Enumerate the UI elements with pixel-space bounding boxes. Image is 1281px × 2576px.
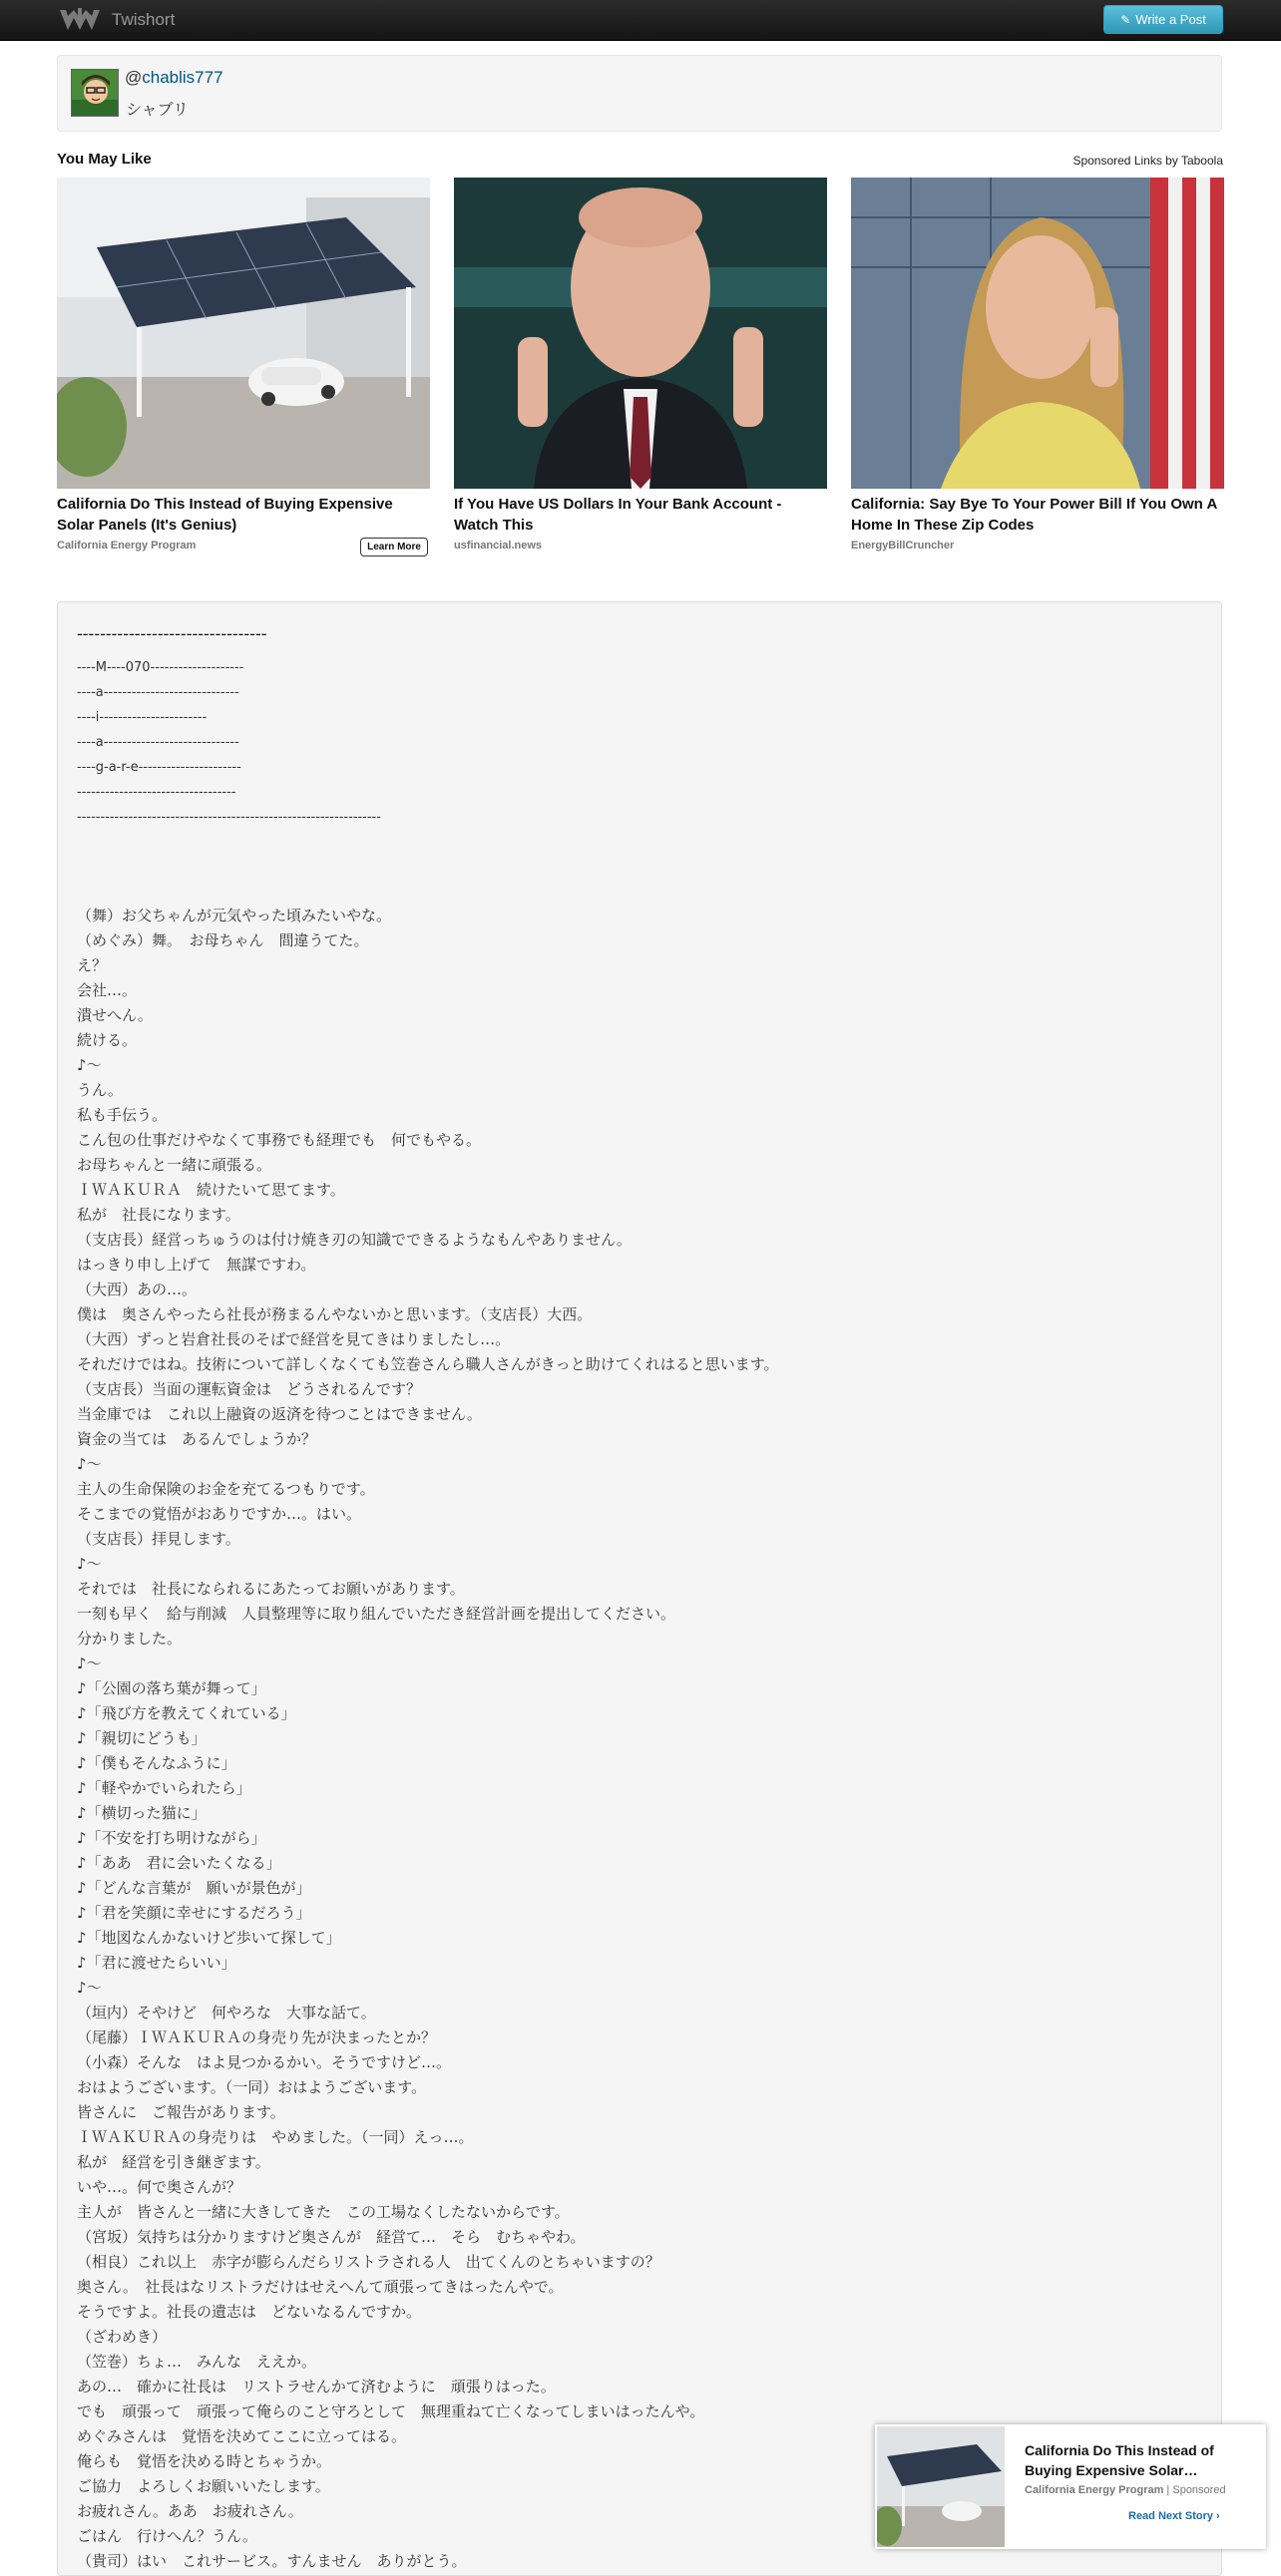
post-line: ＩＷＡＫＵＲＡ 続けたいて思てます。 [77, 1181, 345, 1199]
post-line: え？ [77, 956, 108, 974]
edit-icon: ✎ [1120, 12, 1131, 27]
post-line: ♪～ [77, 1056, 102, 1074]
post-line: ♪「ああ 君に会いたくなる」 [77, 1854, 281, 1872]
post-line: 資金の当ては あるんでしょうか？ [77, 1430, 317, 1448]
post-line: ♪「不安を打ち明けながら」 [77, 1829, 266, 1847]
recommendation-card[interactable] [851, 178, 1224, 552]
post-line: （舞）お父ちゃんが元気やった頃みたいやな。 [77, 907, 392, 924]
post-line: 会社…。 [77, 981, 138, 999]
post-line: 私も手伝う。 [77, 1106, 168, 1124]
recommendation-title[interactable]: If You Have US Dollars In Your Bank Account - Watch This [454, 496, 782, 534]
learn-more-button[interactable]: Learn More [360, 538, 428, 556]
post-line: （支店長）拝見します。 [77, 1530, 240, 1548]
post-line: 潰せへん。 [77, 1006, 153, 1024]
avatar-image [72, 70, 119, 117]
avatar[interactable] [71, 69, 119, 117]
post-line: ♪「僕もそんなふうに」 [77, 1754, 236, 1772]
post-line: （相良）これ以上 赤字が膨らんだらリストラされる人 出てくんのとちゃいますの？ [77, 2253, 660, 2271]
chevron-right-icon: › [1216, 2510, 1220, 2522]
post-line: それだけではね。技術について詳しくなくても笠巻さんら職人さんがきっと助けてくれはると思います。 [77, 1355, 779, 1373]
post-line: 当金庫では これ以上融資の返済を待つことはできません。 [77, 1405, 482, 1423]
post-line: 僕は 奥さんやったら社長が務まるんやないかと思います。（支店長）大西。 [77, 1305, 593, 1323]
recommendation-source: EnergyBillCruncher [851, 540, 955, 552]
author-nickname: シャブリ [126, 100, 190, 119]
post-line: 私が 社長になります。 [77, 1206, 240, 1224]
post-line: （笠巻）ちょ… みんな ええか。 [77, 2353, 317, 2371]
post-line: 分かりました。 [77, 1630, 183, 1648]
post-line: お疲れさん。ああ お疲れさん。 [77, 2502, 303, 2520]
read-next-label: Read Next Story [1128, 2510, 1213, 2522]
post-line: ♪「公園の落ち葉が舞って」 [77, 1679, 266, 1697]
post-line: 主人が 皆さんと一緒に大きしてきた この工場なくしたないからです。 [77, 2203, 570, 2221]
post-line: （貴司）はい これサービス。すんません ありがとう。 [77, 2552, 467, 2570]
post-line: ♪「君を笑顔に幸せにするだろう」 [77, 1904, 311, 1922]
post-line: （宮坂）気持ちは分かりますけど奥さんが 経営て… そら むちゃやわ。 [77, 2228, 586, 2246]
post-line: ごはん 行けへん？うん。 [77, 2527, 257, 2545]
post-line: （支店長）当面の運転資金は どうされるんです？ [77, 1380, 422, 1398]
sticky-ad-sponsored: Sponsored [1172, 2484, 1226, 2496]
post-line: （尾藤）ＩＷＡＫＵＲＡの身売り先が決まったとか？ [77, 2028, 437, 2046]
post-line: そうですよ。社長の遺志は どないなるんですか。 [77, 2303, 422, 2321]
post-body [77, 904, 779, 2574]
post-line: 皆さんに ご報告があります。 [77, 2103, 285, 2121]
post-line: （大西）あの…。 [77, 1281, 198, 1298]
post-line: ♪「横切った猫に」 [77, 1804, 207, 1822]
post-line: こん包の仕事だけやなくて事務でも経理でも 何でもやる。 [77, 1131, 482, 1149]
write-post-button[interactable] [1103, 5, 1223, 34]
sticky-ad-source: California Energy Program | Sponsored [1025, 2484, 1226, 2496]
post-header-lines: ----M----070-------------------- ----a----------------------------- ----i----------------------- ----a----------------------------- ----g-a-r-e---------------------- ---------------------------------- ----------------------------------------------------------------- [77, 660, 381, 825]
brand-link[interactable] [58, 4, 175, 36]
man-speaking-image [454, 178, 827, 489]
post-line: 主人の生命保険のお金を充てるつもりです。 [77, 1480, 375, 1498]
recommendation-title[interactable]: California: Say Bye To Your Power Bill If You Own A Home In These Zip Codes [851, 496, 1217, 534]
post-line: でも 頑張って 頑張って俺らのこと守ろとして 無理重ねて亡くなってしまいはったんや。 [77, 2402, 705, 2420]
post-line: ♪～ [77, 1555, 102, 1573]
post-line: はっきり申し上げて 無謀ですわ。 [77, 1256, 316, 1274]
sticky-ad-title[interactable]: California Do This Instead of Buying Expensive Solar… [1025, 2442, 1214, 2478]
post-line: そこまでの覚悟がおありですか…。はい。 [77, 1505, 362, 1523]
post-line: （ざわめき） [77, 2328, 168, 2346]
post-line: 奥さん。 社長はなリストラだけはせえへんて頑張ってきはったんやで。 [77, 2278, 564, 2296]
post-line: ♪「親切にどうも」 [77, 1729, 207, 1747]
recommendations-title: You May Like [57, 151, 152, 168]
author-handle[interactable]: @chablis777 [125, 68, 223, 87]
carport-solar-thumbnail [877, 2426, 1005, 2547]
brand-name: Twishort [112, 10, 176, 29]
recommendation-source: California Energy Program [57, 540, 197, 552]
write-post-label: Write a Post [1135, 12, 1206, 27]
author-card [57, 55, 1222, 132]
post-line: ♪～ [77, 1455, 102, 1473]
post-line: （垣内）そやけど 何やろな 大事な話て。 [77, 2004, 376, 2022]
carport-solar-image [57, 178, 430, 489]
post-line: ♪「地図なんかないけど歩いて探して」 [77, 1929, 341, 1947]
post-line: ♪～ [77, 1979, 102, 1997]
post-line: ご協力 よろしくお願いいたします。 [77, 2477, 330, 2495]
author-handle-text: chablis777 [142, 68, 223, 87]
post-line: ♪～ [77, 1655, 102, 1672]
top-navbar [0, 0, 1281, 41]
sticky-recommendation[interactable] [875, 2424, 1266, 2549]
recommendation-card[interactable] [57, 178, 430, 552]
post-line: お母ちゃんと一緒に頑張る。 [77, 1156, 272, 1174]
post-line: （めぐみ）舞。 お母ちゃん 間違うてた。 [77, 931, 369, 949]
sticky-ad-source-name: California Energy Program [1025, 2484, 1164, 2496]
post-line: ♪「どんな言葉が 願いが景色が」 [77, 1879, 311, 1897]
post-line: いや…。何で奥さんが？ [77, 2178, 242, 2196]
post-line: ♪「君に渡せたらいい」 [77, 1954, 236, 1972]
read-next-story-link[interactable] [1128, 2510, 1220, 2522]
post-line: めぐみさんは 覚悟を決めてここに立ってはる。 [77, 2427, 407, 2445]
post-line: 続ける。 [77, 1031, 138, 1049]
post-line: （小森）そんな はよ見つかるかい。そうですけど…。 [77, 2053, 452, 2071]
recommendation-title[interactable]: California Do This Instead of Buying Expensive Solar Panels (It's Genius) [57, 496, 393, 534]
post-line: 私が 経営を引き継ぎます。 [77, 2153, 270, 2171]
post-content [57, 601, 1222, 2576]
post-line: それでは 社長になられるにあたってお願いがあります。 [77, 1580, 465, 1598]
post-separator: --------------------------------- [77, 624, 267, 643]
twishort-logo-icon [58, 6, 102, 34]
post-line: 俺らも 覚悟を決める時とちゃうか。 [77, 2452, 332, 2470]
woman-portrait-image [851, 178, 1224, 489]
post-line: うん。 [77, 1081, 123, 1099]
post-line: おはようございます。（一同）おはようございます。 [77, 2078, 427, 2096]
post-line: （大西）ずっと岩倉社長のそばで経営を見てきはりましたし…。 [77, 1330, 511, 1348]
post-line: ♪「飛び方を教えてくれている」 [77, 1704, 296, 1722]
sponsored-links-label[interactable]: Sponsored Links by Taboola [1072, 154, 1223, 168]
post-line: ♪「軽やかでいられたら」 [77, 1779, 251, 1797]
post-line: あの… 確かに社長は リストラせんかて済むように 頑張りはった。 [77, 2378, 556, 2395]
recommendation-card[interactable] [454, 178, 827, 552]
post-line: （支店長）経営っちゅうのは付け焼き刃の知識でできるようなもんやありません。 [77, 1231, 632, 1249]
post-line: 一刻も早く 給与削減 人員整理等に取り組んでいただき経営計画を提出してください。 [77, 1605, 676, 1623]
recommendation-source: usfinancial.news [454, 540, 543, 552]
post-line: ＩＷＡＫＵＲＡの身売りは やめました。（一同）えっ…。 [77, 2128, 474, 2146]
